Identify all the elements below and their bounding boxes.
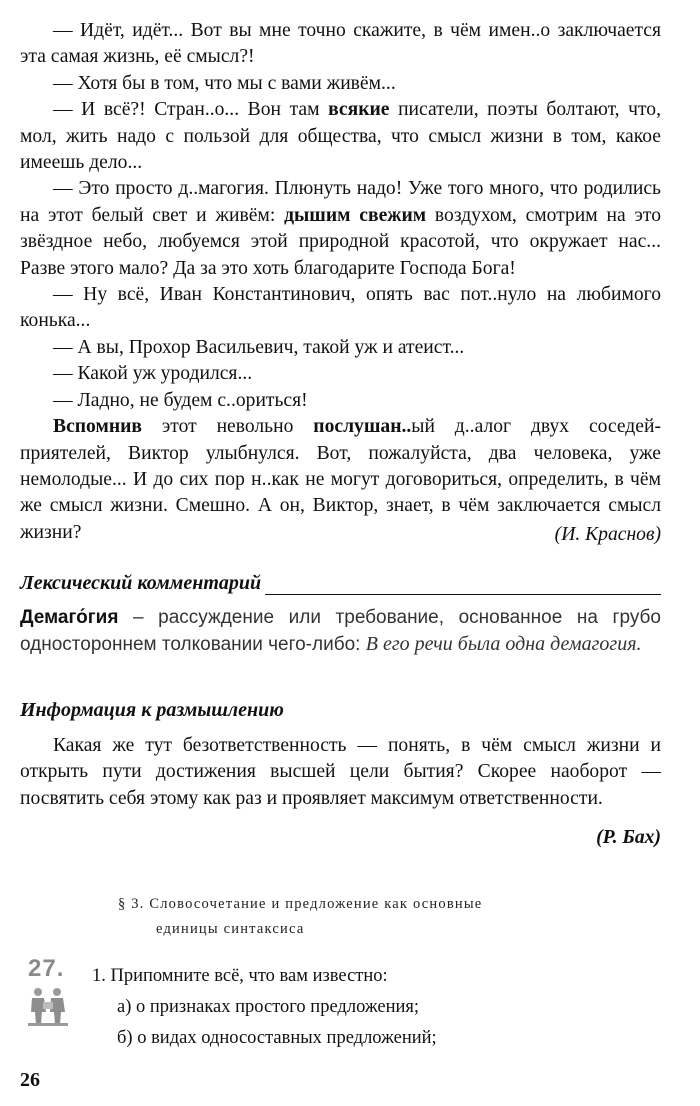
text-span: писатели, поэты болтают, что, мол, жить надо с пользой для общества, что смысл жизни в том, какое имеешь дело... <box>20 99 661 174</box>
bold-word: всякие <box>328 99 390 121</box>
bold-phrase: дышим свежим <box>284 204 427 226</box>
lexical-comment <box>20 604 661 658</box>
bold-word: Вспомнив <box>53 416 142 438</box>
info-attribution: (Р. Бах) <box>596 827 661 848</box>
reading-figures-icon <box>26 986 70 1026</box>
dialogue-paragraph: — Ну всё, Иван Константинович, опять вас пот..нуло на любимого конька... <box>20 284 661 332</box>
text-span: воздухом, смотрим на это звёздное небо, любуемся этой природной красотой, что окружает нас... Разве этого мало? Да за это хоть благодарите Господа Бога! <box>20 204 661 279</box>
text-span: — И всё?! Стран..о... Вон там <box>53 99 329 121</box>
lexical-heading <box>20 572 661 595</box>
text-span: — Это просто д..магогия. Плюнуть надо! Уже того много, что родились на этот белый свет и живём: <box>20 178 661 226</box>
info-heading <box>20 699 661 722</box>
dialogue-paragraph: — Ладно, не будем с..ориться! <box>53 389 308 411</box>
lexical-example: В его речи была одна демагогия. <box>365 633 642 655</box>
task-item: б) о видах односоставных предложений; <box>117 1028 437 1048</box>
dialogue-paragraph: — Хотя бы в том, что мы с вами живём... <box>53 72 396 94</box>
source-attribution: (И. Краснов) <box>554 524 661 545</box>
bold-word: послушан.. <box>313 416 412 438</box>
lexical-heading-text: Лексический комментарий <box>20 572 262 594</box>
section-title-line: единицы синтаксиса <box>156 921 305 937</box>
dialogue-paragraph <box>20 97 661 176</box>
heading-rule <box>265 574 661 595</box>
lexical-definition: – рассуждение или требование, основанное на грубо одностороннем толковании чего-либо: <box>20 607 661 655</box>
info-paragraph: Какая же тут безответственность — понять, в чём смысл жизни и открыть пути достижения высшей цели бытия? Скорее наоборот — посвятить себя этому как раз и проявляет максимум ответственности. <box>20 735 661 809</box>
exercise-number: 27. <box>28 955 65 982</box>
text-span: ый д..алог двух соседей-приятелей, Виктор улыбнулся. Вот, пожалуйста, два человека, уже немолодые... И до сих пор н..как не могут договориться, определить, в чём же смысл жизни. Смешно. А он, Виктор, знает, в чём заключается смысл жизни? <box>20 416 661 543</box>
dialogue-paragraph: — Идёт, идёт... Вот вы мне точно скажите, в чём имен..о заключается эта самая жизнь, её смысл?! <box>20 20 661 68</box>
task-prompt: 1. Припомните всё, что вам известно: <box>92 966 388 986</box>
exercise-task <box>92 961 437 1054</box>
section-title-line: § 3. Словосочетание и предложение как основные <box>118 896 483 912</box>
dialogue-paragraph: — Какой уж уродился... <box>53 363 253 385</box>
info-text <box>20 733 661 812</box>
dialogue-paragraph: — А вы, Прохор Васильевич, такой уж и атеист... <box>53 336 465 358</box>
dialogue-text <box>20 18 661 546</box>
task-item: а) о признаках простого предложения; <box>117 997 420 1017</box>
info-heading-text: Информация к размышлению <box>20 699 284 721</box>
section-title <box>118 892 538 942</box>
page-number: 26 <box>20 1069 40 1091</box>
text-span: этот невольно <box>142 416 314 438</box>
dialogue-paragraph <box>20 176 661 282</box>
lexical-term: Демаго́гия <box>20 607 119 628</box>
